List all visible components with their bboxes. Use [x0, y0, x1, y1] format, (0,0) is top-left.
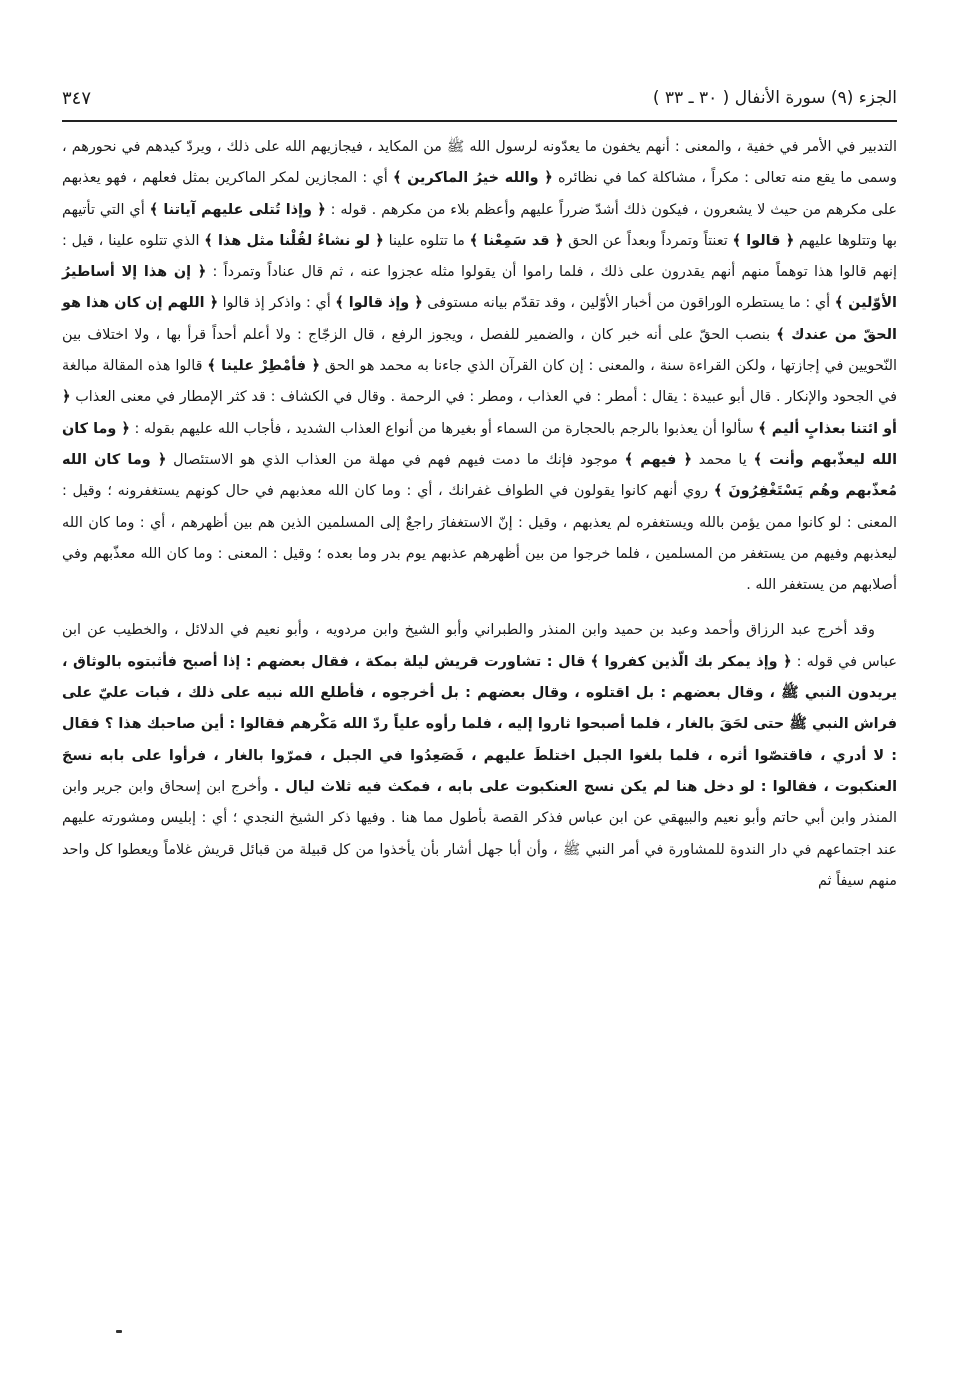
- commentary-text: بنصب الحقّ على أنه خبر كان ، والضمير للفصل ، ويجوز الرفع ، قال الزجّاج : ولا أعلم أحداً قرأ بها ، ولا اختلاف بين النّحويين في إجازتها ، ولكن القراءة سنة ، والمعنى : إن كان القرآن الذي جاءنا به محمد هو الحق: [62, 326, 897, 375]
- quran-verse: ﴿ قالوا ﴾: [732, 232, 795, 249]
- commentary-text: موجود فإنك ما دمت فيهم فهم في مهلة من العذاب الذي هو الاستئصال: [166, 451, 625, 468]
- commentary-text: وقد أخرج عبد الرزاق وأحمد وعبد بن حميد وابن المنذر والطبراني وأبو الشيخ وابن مردويه ، وأبو نعيم في الدلائل ، والخطيب عن ابن عباس في قوله :: [62, 622, 897, 670]
- running-title: الجزء (٩) سورة الأنفال ( ٣٠ ـ ٣٣ ): [652, 88, 897, 108]
- quran-verse: ﴿ فأمْطِرْ علينا ﴾: [207, 358, 320, 375]
- commentary-text: الذي تتلوه علينا ، قيل : إنهم قالوا هذا توهماً منهم أنهم يقدرون على ذلك ، فلما راموا أن يقولوا مثله عجزوا عنه ، ثم قال عناداً وتمرداً :: [62, 232, 897, 281]
- quran-verse: ﴿ أو ائتنا بعذابٍ أليم ﴾: [62, 389, 897, 437]
- commentary-text: قالوا هذه المقالة مبالغة في الجحود والإنكار . قال أبو عبيدة : يقال : أمطر : في العذاب ، ومطر : في الرحمة . وقال في الكشاف : قد كثر الإمطار في معنى العذاب: [62, 358, 897, 406]
- commentary-text: سألوا أن يعذبوا بالرجم بالحجارة من السماء أو بغيرها من أنواع العذاب الشديد ، فأجاب الله عليهم بقوله :: [129, 420, 759, 437]
- quran-verse: ﴿ قد سَمِعْنا ﴾: [469, 232, 564, 249]
- quran-verse: ﴿ اللهم إن كان هذا هو الحقّ من عندك ﴾: [62, 295, 897, 343]
- quran-verse: ﴿ لو نشاءُ لقُلْنا مثل هذا ﴾: [204, 232, 384, 249]
- commentary-text: أي التي تأتيهم بها وتتلوها عليهم: [62, 201, 898, 249]
- quran-verse: ﴿ إن هذا إلا أساطيرُ الأوّلين ﴾: [62, 264, 897, 312]
- tafsir-paragraph: [62, 132, 897, 601]
- quran-verse: ﴿ والله خيرُ الماكرين ﴾: [392, 170, 553, 187]
- quran-verse: ﴿ وإذ يمكر بك الّذين كفروا ﴾: [590, 653, 792, 670]
- commentary-text: أي : المجازين لمكر الماكرين بمثل فعلهم ، فهو يعذبهم على مكرهم من حيث لا يشعرون ، فيكون ذلك أشدّ ضرراً عليهم وأعظم بلاء من مكرهم . قوله :: [62, 170, 898, 218]
- commentary-text: وأخرج ابن إسحاق وابن جرير وابن المنذر وابن أبي حاتم وأبو نعيم والبيهقي عن ابن عباس فذكر القصة بأطول مما هنا . وفيها ذكر الشيخ النجدي ؛ أي : إبليس ومشورته عليهم عند اجتماعهم في دار الندوة للمشاورة في أمر النبي ﷺ ، وأن أبا جهل أشار بأن يأخذوا من كل قبيلة من قبائل قريش غلاماً ويعطوا كل واحد منهم سيفاً ثم: [62, 778, 897, 889]
- quran-verse: ﴿ وما كان الله ليعذّبهم وأنت ﴾: [62, 420, 897, 468]
- commentary-text: تعنتاً وتمرداً وبعداً عن الحق: [563, 232, 733, 249]
- page-number: ٣٤٧: [62, 88, 92, 109]
- commentary-text: روي أنهم كانوا يقولون في الطواف غفرانك ، أي : وما كان الله معذبهم في حال كونهم يستغفرونه ؛ وقيل : المعنى : لو كانوا ممن يؤمن بالله ويستغفره لم يعذبهم ، وقيل : إنّ الاستغفارَ راجعٌ إلى المسلمين الذين هم بين أظهرهم ، أي : وما كان الله ليعذبهم وفيهم من يستغفر من المسلمين ، فلما خرجوا من بين أظهرهم عذبهم يوم بدر وما بعده ؛ وقيل : المعنى : وما كان الله معذّبهم وفي أصلابهم من يستغفر الله .: [62, 483, 897, 594]
- narration-paragraph: [62, 615, 897, 897]
- quran-verse: ﴿ فيهم ﴾: [624, 451, 692, 468]
- commentary-text: أي : واذكر إذ قالوا: [218, 295, 336, 312]
- commentary-body: [62, 132, 897, 897]
- commentary-text: أي : ما يستطره الوراقون من أخبار الأوّلين ، وقد تقدّم بيانه مستوفى: [422, 295, 835, 312]
- quran-verse: ﴿ وإذا تُتلى عليهم آياتنا ﴾: [149, 201, 326, 218]
- quran-verse: ﴿ وما كان الله مُعذّبهم وهُم يَسْتَغْفِرُونَ ﴾: [62, 451, 897, 500]
- quran-verse: ﴿ وإذ قالوا ﴾: [335, 295, 423, 312]
- narration-text: قال : تشاورت قريش ليلة بمكة ، فقال بعضهم : إذا أصبح فأثبتوه بالوثاق ، يريدون النبي ﷺ ، وقال بعضهم : بل اقتلوه ، وقال بعضهم : بل أخرجوه ، فأطلع الله نبيه على ذلك ، فبات عليّ على فراش النبي ﷺ حتى لحَقَ بالغار ، فلما أصبحوا ثاروا إليه ، فلما رأوه علياً ردّ الله مَكْرهم فقالوا : أين صاحبك هذا ؟ فقال : لا أدري ، فاقتصّوا أثره ، فلما بلغوا الجبل اختلطَ عليهم ، فَصَعِدُوا في الجبل ، فمرّوا بالغار ، فرأوا على بابه نسجَ العنكبوت ، فقالوا : لو دخل هنا لم يكن نسج العنكبوت على بابه ، فمكث فيه ثلاث ليال .: [62, 653, 897, 795]
- header-divider: [62, 120, 897, 122]
- footer-mark: [116, 1330, 122, 1333]
- commentary-text: التدبير في الأمر في خفية ، والمعنى : أنهم يخفون ما يعدّونه لرسول الله ﷺ من المكايد ، فيجازيهم الله على ذلك ، ويردّ كيدهم في نحورهم ، وسمى ما يقع منه تعالى : مكراً ، مشاكلة كما في نظائره: [62, 139, 898, 187]
- commentary-text: يا محمد: [691, 451, 754, 468]
- commentary-text: ما تتلوه علينا: [383, 232, 470, 249]
- page-header: [62, 86, 897, 116]
